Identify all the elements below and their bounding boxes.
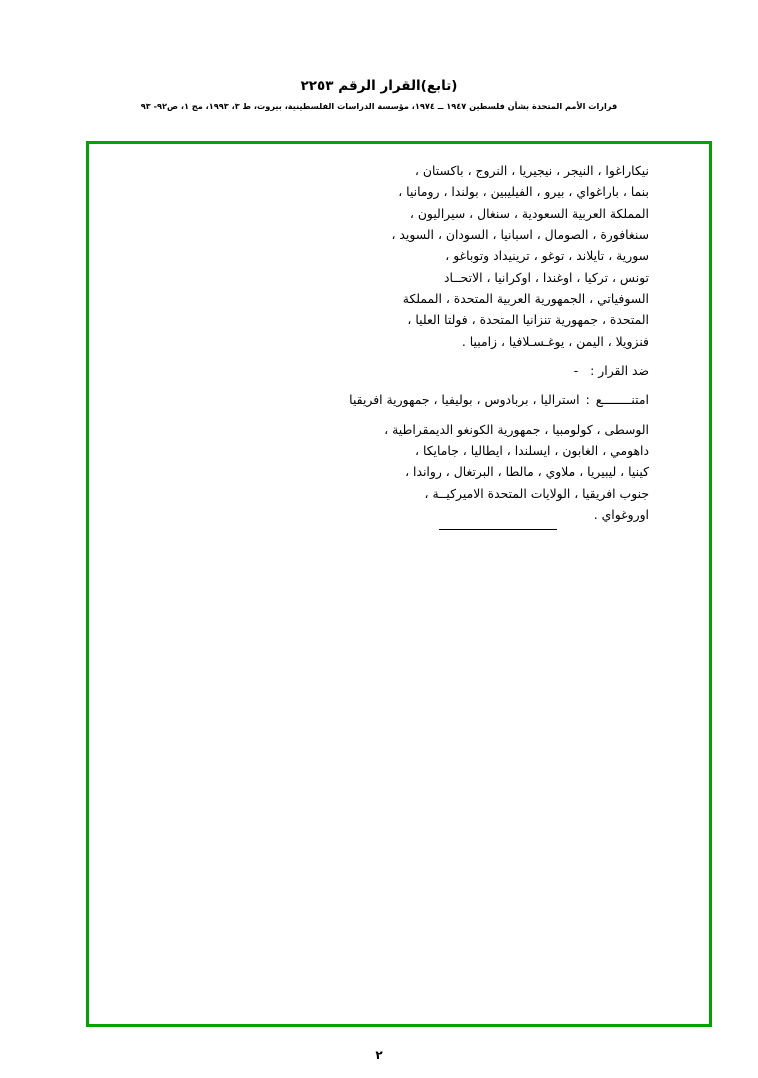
page-number: ٢ (375, 1048, 383, 1062)
abstain-vote-row (329, 389, 649, 410)
text-line: تونس ، تركيا ، اوغندا ، اوكرانيا ، الاتحــاد (444, 269, 649, 285)
against-vote-row (329, 360, 649, 381)
page-title: (تابع)القرار الرقم ٢٢٥٣ (300, 78, 458, 94)
text-line: سورية ، تايلاند ، توغو ، ترينيداد وتوباغو ، (445, 248, 649, 264)
text-line: اوروغواي . (593, 506, 649, 522)
abstain-label: امتنــــــــع (595, 392, 649, 408)
countries-abstaining (329, 419, 649, 526)
text-line: السوفياتي ، الجمهورية العربية المتحدة ، المملكة (402, 290, 649, 306)
text-line: المملكة العربية السعودية ، سنغال ، سيراليون ، (409, 205, 649, 221)
document-body (329, 160, 649, 530)
text-line: جنوب افريقيا ، الولايات المتحدة الاميركيــة ، (424, 485, 649, 501)
green-border-frame (86, 141, 712, 1027)
page-header (0, 78, 758, 112)
against-value: - (573, 362, 579, 378)
text-line: سنغافورة ، الصومال ، اسبانيا ، السودان ، السويد ، (391, 226, 649, 242)
text-line: المتحدة ، جمهورية تنزانيا المتحدة ، فولتا العليا ، (407, 312, 649, 328)
abstain-separator: : (585, 392, 590, 408)
text-line: فنزويلا ، اليمن ، يوغـسـلافيا ، زامبيا . (461, 333, 649, 349)
text-line: بنما ، باراغواي ، بيرو ، الفيليبين ، بولندا ، رومانيا ، (398, 184, 649, 200)
text-line: الوسطى ، كولومبيا ، جمهورية الكونغو الديمقراطية ، (384, 421, 649, 437)
countries-voting-for (329, 160, 649, 352)
abstain-first-line: استراليا ، بربادوس ، بوليفيا ، جمهورية افريقيا (349, 392, 580, 408)
text-line: كينيا ، ليبيريا ، ملاوي ، مالطا ، البرتغال ، رواندا ، (405, 464, 649, 480)
against-label: ضد القرار : (590, 362, 649, 378)
horizontal-rule (439, 529, 557, 530)
text-line: داهومي ، الغابون ، ايسلندا ، ايطاليا ، جامايكا ، (415, 442, 649, 458)
text-line: نيكاراغوا ، النيجر ، نيجيريا ، النروج ، باكستان ، (414, 163, 649, 178)
page-source-citation: قرارات الأمم المتحدة بشأن فلسطين ١٩٤٧ ــ ١٩٧٤، مؤسسة الدراسات الفلسطينية، بيروت، ط ٣، ١٩٩٣، مج ١، ص٩٢- ٩٣ (140, 101, 618, 112)
